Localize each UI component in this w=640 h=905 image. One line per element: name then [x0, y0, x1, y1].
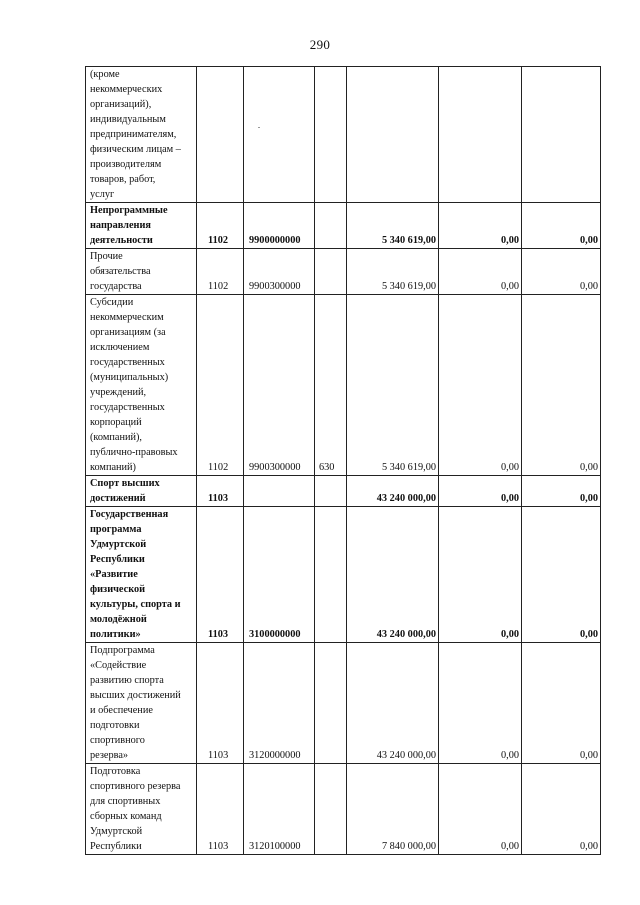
row-target-article-cell [244, 67, 315, 203]
row-sum-year2-text: 0,00 [500, 750, 519, 761]
row-expense-type-cell [315, 295, 347, 476]
row-expense-type-cell [315, 203, 347, 249]
row-sum-year2-cell [439, 764, 522, 855]
row-section-text: 1103 [208, 841, 229, 852]
row-sum-year3-text: 0,00 [579, 493, 598, 504]
row-sum-year3-text: 0,00 [579, 235, 598, 246]
row-sum-year1-text: 43 240 000,00 [376, 750, 436, 761]
row-section-cell [197, 67, 244, 203]
row-sum-year1-cell [347, 764, 439, 855]
row-sum-year1-cell [347, 67, 439, 203]
budget-table-body [86, 67, 601, 855]
row-name-text: Подготовка спортивного резерва для спортивных сборных команд Удмуртской Республики [90, 766, 181, 852]
row-sum-year1-text: 43 240 000,00 [376, 629, 436, 640]
row-expense-type-cell [315, 476, 347, 507]
row-target-article-text: 9900300000 [249, 462, 301, 473]
row-target-article-cell [244, 507, 315, 643]
row-section-cell [197, 507, 244, 643]
row-sum-year2-text: 0,00 [500, 462, 519, 473]
row-sum-year3-text: 0,00 [579, 629, 598, 640]
row-sum-year3-cell [522, 249, 601, 295]
row-target-article-cell [244, 249, 315, 295]
row-expense-type-cell [315, 764, 347, 855]
row-sum-year3-text: 0,00 [579, 281, 598, 292]
row-sum-year1-cell [347, 203, 439, 249]
row-expense-type-text: 630 [319, 462, 335, 473]
row-sum-year2-text: 0,00 [500, 235, 519, 246]
row-section-text: 1103 [208, 750, 229, 761]
row-target-article-cell [244, 643, 315, 764]
row-sum-year2-text: 0,00 [500, 281, 519, 292]
row-sum-year2-text: 0,00 [500, 841, 519, 852]
row-section-text: 1102 [208, 235, 229, 246]
row-name-text: Непрограммные направления деятельности [90, 205, 168, 246]
row-target-article-cell [244, 476, 315, 507]
row-name-cell [86, 67, 197, 203]
row-sum-year1-text: 7 840 000,00 [381, 841, 436, 852]
row-section-cell [197, 249, 244, 295]
row-name-cell [86, 203, 197, 249]
row-name-cell [86, 507, 197, 643]
table-row [86, 476, 601, 507]
row-sum-year2-cell [439, 643, 522, 764]
row-sum-year1-text: 43 240 000,00 [376, 493, 436, 504]
row-sum-year3-text: 0,00 [579, 841, 598, 852]
row-section-text: 1102 [208, 281, 229, 292]
row-section-text: 1102 [208, 462, 229, 473]
row-name-text: Государственная программа Удмуртской Республики «Развитие физической культуры, спорта и молодёжной политики» [90, 509, 181, 640]
row-sum-year2-cell [439, 507, 522, 643]
row-sum-year3-cell [522, 67, 601, 203]
row-sum-year2-text: 0,00 [500, 629, 519, 640]
page-number: 290 [309, 37, 331, 52]
row-name-cell [86, 249, 197, 295]
row-sum-year2-text: 0,00 [500, 493, 519, 504]
row-sum-year3-cell [522, 203, 601, 249]
row-target-article-text: 9900300000 [249, 281, 301, 292]
row-name-text: (кроме некоммерческих организаций), индивидуальным предпринимателям, физическим лицам – производителям товаров, работ, услуг [90, 69, 181, 200]
row-target-article-text: 9900000000 [249, 235, 301, 246]
row-sum-year1-cell [347, 295, 439, 476]
row-target-article-text: 3120100000 [249, 841, 301, 852]
table-row [86, 643, 601, 764]
table-row [86, 203, 601, 249]
row-expense-type-cell [315, 249, 347, 295]
table-row [86, 295, 601, 476]
table-row [86, 67, 601, 203]
row-name-text: Субсидии некоммерческим организациям (за исключением государственных (муниципальных) учреждений, государственных корпораций (компаний), публично-правовых компаний) [90, 297, 178, 473]
row-target-article-cell [244, 295, 315, 476]
row-name-cell [86, 764, 197, 855]
row-expense-type-cell [315, 67, 347, 203]
row-sum-year3-cell [522, 643, 601, 764]
budget-table [85, 66, 601, 855]
row-sum-year3-cell [522, 476, 601, 507]
row-section-cell [197, 203, 244, 249]
row-sum-year3-text: 0,00 [579, 462, 598, 473]
row-name-cell [86, 295, 197, 476]
row-name-text: Спорт высших достижений [90, 478, 160, 504]
row-name-text: Подпрограмма «Содействие развитию спорта высших достижений и обеспечение подготовки спортивного резерва» [90, 645, 181, 761]
row-sum-year3-cell [522, 507, 601, 643]
row-sum-year2-cell [439, 476, 522, 507]
row-name-text: Прочие обязательства государства [90, 251, 151, 292]
row-sum-year1-cell [347, 507, 439, 643]
row-target-article-cell [244, 203, 315, 249]
row-sum-year2-cell [439, 203, 522, 249]
table-row [86, 249, 601, 295]
row-sum-year3-text: 0,00 [579, 750, 598, 761]
row-expense-type-cell [315, 507, 347, 643]
row-name-cell [86, 476, 197, 507]
row-section-text: 1103 [208, 629, 229, 640]
row-target-article-text: 3100000000 [249, 629, 301, 640]
table-row [86, 764, 601, 855]
row-sum-year3-cell [522, 764, 601, 855]
row-target-article-text: 3120000000 [249, 750, 301, 761]
row-sum-year2-cell [439, 67, 522, 203]
row-sum-year1-cell [347, 643, 439, 764]
row-section-cell [197, 295, 244, 476]
table-row [86, 507, 601, 643]
row-name-cell [86, 643, 197, 764]
row-expense-type-cell [315, 643, 347, 764]
row-sum-year2-cell [439, 249, 522, 295]
row-sum-year1-cell [347, 249, 439, 295]
row-section-cell [197, 643, 244, 764]
row-sum-year3-cell [522, 295, 601, 476]
row-sum-year1-cell [347, 476, 439, 507]
row-target-article-cell [244, 764, 315, 855]
row-sum-year1-text: 5 340 619,00 [381, 235, 436, 246]
row-sum-year1-text: 5 340 619,00 [381, 462, 436, 473]
row-section-cell [197, 764, 244, 855]
row-section-cell [197, 476, 244, 507]
row-section-text: 1103 [208, 493, 229, 504]
row-sum-year1-text: 5 340 619,00 [381, 281, 436, 292]
row-sum-year2-cell [439, 295, 522, 476]
